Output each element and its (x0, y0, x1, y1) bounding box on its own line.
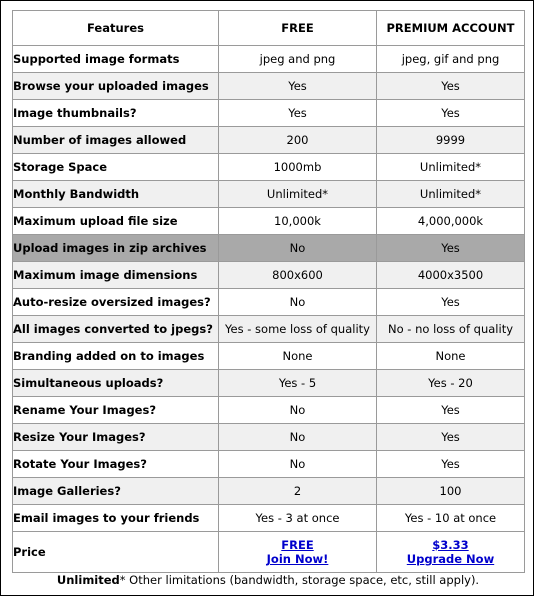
join-now-link[interactable]: Join Now! (266, 552, 329, 566)
premium-value: Yes (377, 397, 525, 424)
free-price-cell (219, 532, 377, 573)
free-price-link[interactable]: FREE (281, 538, 314, 552)
feature-label: All images converted to jpegs? (13, 316, 219, 343)
free-value: 2 (219, 478, 377, 505)
feature-comparison-table (12, 10, 525, 573)
free-value: Yes (219, 73, 377, 100)
free-value: 800x600 (219, 262, 377, 289)
free-value: No (219, 397, 377, 424)
table-header-row (13, 11, 525, 46)
table-row (13, 505, 525, 532)
feature-label: Upload images in zip archives (13, 235, 219, 262)
premium-value: Yes - 20 (377, 370, 525, 397)
feature-label: Rename Your Images? (13, 397, 219, 424)
premium-value: 9999 (377, 127, 525, 154)
premium-price-cell (377, 532, 525, 573)
table-row-highlighted (13, 235, 525, 262)
feature-label: Number of images allowed (13, 127, 219, 154)
table-row (13, 478, 525, 505)
features-column-header: Features (13, 11, 219, 46)
feature-label: Storage Space (13, 154, 219, 181)
free-value: None (219, 343, 377, 370)
free-value: No (219, 451, 377, 478)
free-value: No (219, 424, 377, 451)
premium-value: jpeg, gif and png (377, 46, 525, 73)
premium-value: Yes (377, 235, 525, 262)
premium-value: Unlimited* (377, 154, 525, 181)
price-label: Price (13, 532, 219, 573)
free-value: Yes - 3 at once (219, 505, 377, 532)
premium-value: Yes (377, 100, 525, 127)
premium-value: Yes (377, 289, 525, 316)
feature-label: Maximum upload file size (13, 208, 219, 235)
feature-label: Auto-resize oversized images? (13, 289, 219, 316)
feature-label: Image Galleries? (13, 478, 219, 505)
feature-label: Supported image formats (13, 46, 219, 73)
free-value: jpeg and png (219, 46, 377, 73)
free-value: Yes - 5 (219, 370, 377, 397)
premium-value: Yes - 10 at once (377, 505, 525, 532)
table-row (13, 154, 525, 181)
feature-label: Monthly Bandwidth (13, 181, 219, 208)
premium-value: Yes (377, 451, 525, 478)
limitations-footnote (1, 573, 534, 587)
free-value: 10,000k (219, 208, 377, 235)
free-value: 1000mb (219, 154, 377, 181)
table-row (13, 316, 525, 343)
feature-label: Maximum image dimensions (13, 262, 219, 289)
table-row (13, 208, 525, 235)
premium-value: 100 (377, 478, 525, 505)
free-value: 200 (219, 127, 377, 154)
premium-value: Yes (377, 424, 525, 451)
feature-label: Resize Your Images? (13, 424, 219, 451)
free-value: Unlimited* (219, 181, 377, 208)
feature-label: Email images to your friends (13, 505, 219, 532)
table-row (13, 451, 525, 478)
free-column-header: FREE (219, 11, 377, 46)
premium-column-header: PREMIUM ACCOUNT (377, 11, 525, 46)
table-row (13, 289, 525, 316)
premium-value: None (377, 343, 525, 370)
feature-label: Simultaneous uploads? (13, 370, 219, 397)
feature-label: Rotate Your Images? (13, 451, 219, 478)
price-row (13, 532, 525, 573)
table-row (13, 181, 525, 208)
footnote-text: * Other limitations (bandwidth, storage space, etc, still apply). (119, 573, 480, 587)
table-row (13, 262, 525, 289)
free-value: No (219, 235, 377, 262)
table-row (13, 100, 525, 127)
table-row (13, 370, 525, 397)
feature-label: Branding added on to images (13, 343, 219, 370)
feature-label: Image thumbnails? (13, 100, 219, 127)
premium-price-link[interactable]: $3.33 (432, 538, 469, 552)
table-row (13, 127, 525, 154)
premium-value: Yes (377, 73, 525, 100)
upgrade-now-link[interactable]: Upgrade Now (406, 552, 495, 566)
table-row (13, 343, 525, 370)
table-row (13, 73, 525, 100)
premium-value: 4,000,000k (377, 208, 525, 235)
table-row (13, 397, 525, 424)
footnote-term: Unlimited (56, 573, 120, 587)
feature-label: Browse your uploaded images (13, 73, 219, 100)
free-value: Yes - some loss of quality (219, 316, 377, 343)
premium-value: No - no loss of quality (377, 316, 525, 343)
table-row (13, 424, 525, 451)
premium-value: 4000x3500 (377, 262, 525, 289)
premium-value: Unlimited* (377, 181, 525, 208)
free-value: Yes (219, 100, 377, 127)
free-value: No (219, 289, 377, 316)
table-row (13, 46, 525, 73)
